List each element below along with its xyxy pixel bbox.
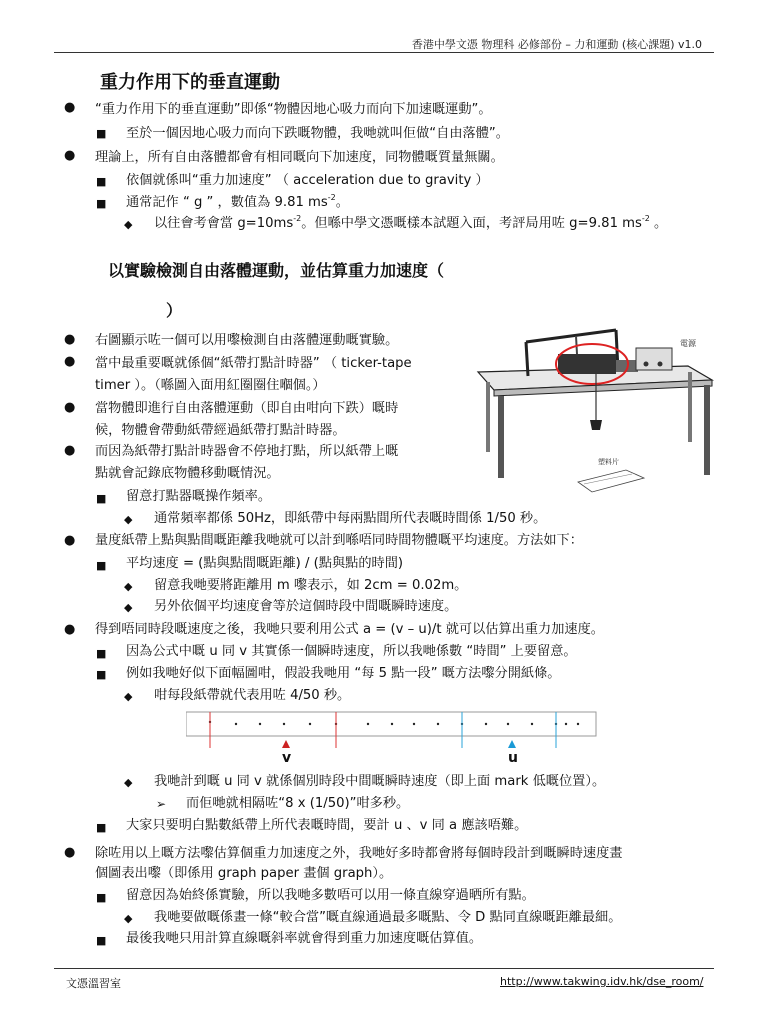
bullet-diamond-icon: ◆ bbox=[124, 218, 133, 231]
text-line: 留意因為始終係實驗，所以我哋多數唔可以用一條直線穿過晒所有點。 bbox=[126, 888, 535, 903]
footer-url-link[interactable]: http://www.takwing.idv.hk/dse_room/ bbox=[500, 975, 704, 988]
text-line: 另外依個平均速度會等於這個時段中間嘅瞬時速度。 bbox=[154, 599, 458, 614]
superscript: -2 bbox=[327, 193, 336, 202]
superscript: -2 bbox=[293, 214, 302, 223]
text-line: 候，物體會帶動紙帶經過紙帶打點計時器。 bbox=[95, 423, 346, 438]
text-line: 而佢哋就相隔咗“8 x (1/50)”咁多秒。 bbox=[186, 796, 410, 811]
bullet-dot-icon: ● bbox=[64, 148, 76, 163]
bullet-square-icon: ■ bbox=[96, 175, 107, 188]
bullet-diamond-icon: ◆ bbox=[124, 776, 133, 789]
text-line: 以往會考會當 $g=10ms^{-2}$。但喺中學文憑嘅樣本試題入面，考評局用咗 g=9.81 $ms^{-2}$ 。 bbox=[154, 214, 668, 231]
bullet-square-icon: ■ bbox=[96, 492, 107, 505]
text-line: timer ）。（喺圖入面用紅圈圈住嗰個。） bbox=[95, 378, 326, 393]
text-span: 。但喺中學文憑嘅樣本試題入面，考評局用咗 g=9.81 ms bbox=[301, 216, 642, 231]
text-line: 除咗用以上嘅方法嚟估算個重力加速度之外，我哋好多時都會將每個時段計到嘅瞬時速度畫 bbox=[95, 846, 623, 861]
text-line: 我哋計到嘅 u 同 v 就係個別時段中間嘅瞬時速度（即上面 mark 低嘅位置）。 bbox=[154, 774, 606, 789]
text-span: 以往會考會當 g=10ms bbox=[154, 216, 294, 231]
bullet-diamond-icon: ◆ bbox=[124, 912, 133, 925]
superscript: -2 bbox=[641, 214, 650, 223]
bullet-square-icon: ■ bbox=[96, 891, 107, 904]
text-line: 我哋要做嘅係畫一條“較合當”嘅直線通過最多嘅點、令 D 點同直線嘅距離最細。 bbox=[154, 910, 622, 925]
bullet-arrow-icon: ➢ bbox=[156, 797, 167, 811]
bullet-dot-icon: ● bbox=[64, 332, 76, 347]
text-line: 通常頻率都係 50Hz，即紙帶中每兩點間所代表嘅時間係 1/50 秒。 bbox=[154, 511, 547, 526]
text-line: 量度紙帶上點與點間嘅距離我哋就可以計到喺唔同時間物體嘅平均速度。方法如下： bbox=[95, 533, 583, 548]
u-marker-icon bbox=[508, 740, 516, 748]
text-line: 右圖顯示咗一個可以用嚟檢測自由落體運動嘅實驗。 bbox=[95, 333, 399, 348]
bullet-square-icon: ■ bbox=[96, 934, 107, 947]
footer-site-name: 文憑溫習室 bbox=[66, 977, 121, 990]
bullet-dot-icon: ● bbox=[64, 354, 76, 369]
label-power: 電源 bbox=[680, 339, 696, 348]
text-line: 當物體即進行自由落體運動（即自由咁向下跌）嘅時 bbox=[95, 401, 399, 416]
text-line: 平均速度 = (點與點間嘅距離) / (點與點的時間) bbox=[126, 556, 404, 571]
bullet-square-icon: ■ bbox=[96, 127, 107, 140]
bullet-square-icon: ■ bbox=[96, 559, 107, 572]
bullet-square-icon: ■ bbox=[96, 647, 107, 660]
text-line: 至於一個因地心吸力而向下跌嘅物體，我哋就叫佢做“自由落體”。 bbox=[126, 126, 509, 141]
text-line: 依個就係叫“重力加速度” （ acceleration due to gravity ） bbox=[126, 173, 489, 188]
bullet-square-icon: ■ bbox=[96, 668, 107, 681]
bullet-diamond-icon: ◆ bbox=[124, 580, 133, 593]
ticker-timer-figure bbox=[466, 322, 720, 498]
bullet-square-icon: ■ bbox=[96, 821, 107, 834]
subsection-title-paren: ） bbox=[166, 301, 183, 320]
text-line: 理論上，所有自由落體都會有相同嘅向下加速度，同物體嘅質量無關。 bbox=[95, 150, 504, 165]
text-line: 點就會記錄底物體移動嘅情況。 bbox=[95, 466, 280, 481]
text-line: 因為公式中嘅 u 同 v 其實係一個瞬時速度，所以我哋係數 “時間” 上要留意。 bbox=[126, 644, 577, 659]
text-line: 而因為紙帶打點計時器會不停地打點，所以紙帶上嘅 bbox=[95, 444, 399, 459]
page-header: 香港中學文憑 物理科 必修部份 – 力和運動 (核心課題) v1.0 bbox=[411, 38, 702, 51]
experiment-figure bbox=[466, 322, 720, 498]
text-span: 通常記作 “ g ” ，數值為 9.81 ms bbox=[126, 195, 328, 210]
v-label: v bbox=[282, 750, 292, 766]
text-line: 當中最重要嘅就係個“紙帶打點計時器” （ ticker-tape bbox=[95, 356, 412, 371]
bullet-diamond-icon: ◆ bbox=[124, 601, 133, 614]
bullet-diamond-icon: ◆ bbox=[124, 513, 133, 526]
text-line: 最後我哋只用計算直線嘅斜率就會得到重力加速度嘅估算值。 bbox=[126, 931, 483, 946]
text-line: 大家只要明白點數紙帶上所代表嘅時間，要計 u 、v 同 a 應該唔難。 bbox=[126, 818, 528, 833]
label-paper: 塑料片 bbox=[598, 458, 619, 466]
text-line: 通常記作 “ g ” ，數值為 9.81 $ms^{-2}$。 bbox=[126, 193, 349, 210]
text-line: 個圖表出嚟（即係用 graph paper 畫個 graph）。 bbox=[95, 866, 393, 881]
ticker-tape-diagram bbox=[186, 708, 598, 770]
bullet-dot-icon: ● bbox=[64, 100, 76, 115]
ticker-tape-svg bbox=[186, 708, 598, 770]
v-marker-icon bbox=[282, 740, 290, 748]
text-line: 得到唔同時段嘅速度之後，我哋只要利用公式 a = (v – u)/t 就可以估算出重力加速度。 bbox=[95, 622, 604, 637]
text-line: 留意打點器嘅操作頻率。 bbox=[126, 489, 272, 504]
text-line: 例如我哋好似下面幅圖咁，假設我哋用 “每 5 點一段” 嘅方法嚟分開紙條。 bbox=[126, 666, 561, 681]
header-rule bbox=[54, 52, 714, 53]
bullet-dot-icon: ● bbox=[64, 400, 76, 415]
bullet-square-icon: ■ bbox=[96, 197, 107, 210]
section-title: 重力作用下的垂直運動 bbox=[100, 72, 280, 93]
text-line: “重力作用下的垂直運動”即係“物體因地心吸力而向下加速嘅運動”。 bbox=[95, 102, 492, 117]
bullet-dot-icon: ● bbox=[64, 845, 76, 860]
text-line: 咁每段紙帶就代表用咗 4/50 秒。 bbox=[154, 688, 351, 703]
bullet-dot-icon: ● bbox=[64, 443, 76, 458]
subsection-title: 以實驗檢測自由落體運動，並估算重力加速度（ bbox=[108, 261, 445, 280]
u-label: u bbox=[508, 750, 518, 766]
footer-rule bbox=[54, 968, 714, 969]
text-line: 留意我哋要將距離用 m 嚟表示，如 2cm = 0.02m。 bbox=[154, 578, 468, 593]
bullet-dot-icon: ● bbox=[64, 622, 76, 637]
bullet-diamond-icon: ◆ bbox=[124, 690, 133, 703]
bullet-dot-icon: ● bbox=[64, 533, 76, 548]
